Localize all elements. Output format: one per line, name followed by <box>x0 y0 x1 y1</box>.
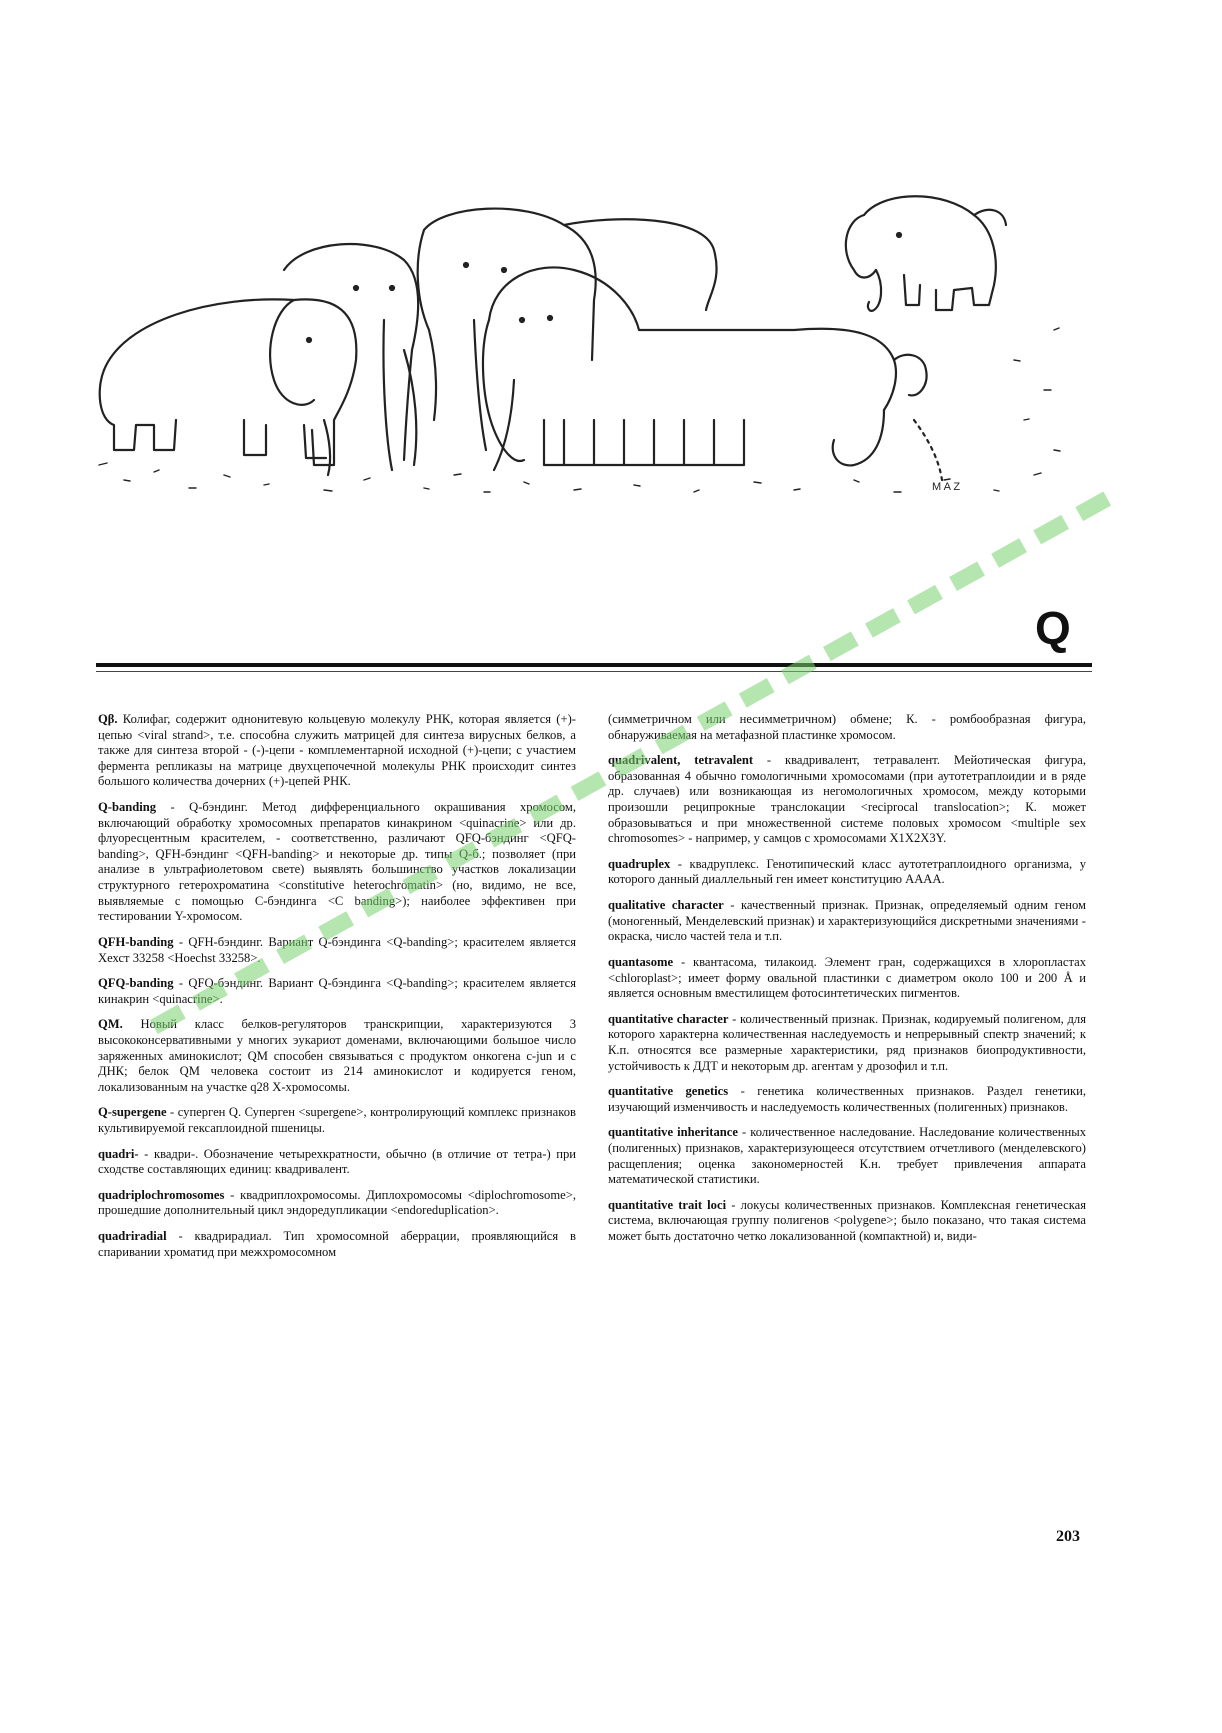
dictionary-entry <box>608 1084 1086 1115</box>
entry-definition: - генетика количественных признаков. Раздел генетики, изучающий изменчивость и наследуемость количественных (полигенных) признаков. <box>608 1084 1087 1114</box>
section-rule <box>96 663 1092 667</box>
entry-definition: - квадриплохромосомы. Диплохромосомы <diplochromosome>, прошедшие дополнительный цикл эндоредупликации <endoreduplication>. <box>98 1187 576 1218</box>
entry-term: quadruplex <box>608 856 671 871</box>
dictionary-entry <box>608 753 1086 847</box>
section-letter: Q <box>1035 602 1071 654</box>
dictionary-entry <box>608 712 1086 743</box>
entry-term: quantitative trait loci <box>608 1197 727 1212</box>
entry-term: quantitative inheritance <box>608 1125 738 1140</box>
dictionary-entry <box>98 1017 576 1095</box>
entry-term: Q-banding <box>98 800 157 815</box>
entry-definition: - локусы количественных признаков. Комплексная генетическая система, включающая группу полигенов <polygene>; было показано, что такая система может быть достаточно четко локализованной (компактной) и, види- <box>608 1197 1087 1244</box>
entry-definition: - QFH-бэндинг. Вариант Q-бэндинга <Q-banding>; красителем является Хехст 33258 <Hoechst 33258>. <box>98 934 576 965</box>
elephant-middle <box>284 209 717 470</box>
entry-definition: - количественное наследование. Наследование количественных (полигенных) признаков, характеризующееся отсутствием отчетливого (менделевского) расщепления; оценка закономерностей К.н. требует привлечения аппарата математической статистики. <box>608 1125 1086 1187</box>
dictionary-entry <box>98 1147 576 1178</box>
entry-term: quantasome <box>608 954 674 969</box>
entry-definition: - количественный признак. Признак, кодируемый полигеном, для которого характерна количественная наследуемость и непрерывный спектр значений; к К.п. относятся все размерные характеристики, ряд признаков биопродуктивности, устойчивость к ДДТ и некоторым др. агентам у дрозофил и т.п. <box>608 1011 1086 1073</box>
dictionary-entry <box>98 935 576 966</box>
elephants-illustration <box>94 120 1094 550</box>
entry-definition: - суперген Q. Суперген <supergene>, контролирующий комплекс признаков культивируемой гексаплоидной пшеницы. <box>98 1105 576 1136</box>
dictionary-entry <box>608 1012 1086 1074</box>
left-column <box>98 712 576 1270</box>
entry-term: quantitative character <box>608 1011 729 1026</box>
entry-term: QFH-banding <box>98 934 174 949</box>
entry-term: quadriradial <box>98 1229 167 1244</box>
entry-term: Qβ. <box>98 712 118 726</box>
dictionary-entry <box>608 898 1086 945</box>
entry-term: quadri- <box>98 1146 139 1161</box>
elephant-front-right <box>483 267 942 480</box>
elephant-left <box>100 299 357 475</box>
dictionary-entry <box>98 1229 576 1260</box>
dictionary-entry <box>98 800 576 925</box>
entry-definition: Колифаг, содержит однонитевую кольцевую молекулу РНК, которая является (+)-цепью <viral strand>, т.е. способна служить матрицей для синтеза вирусных белков, а также для синтеза второй - (-)-цепи - комплементарной исходной (+)-цепи; с участием фермента репликазы на матрице двухцепочечной молекулы РНК происходит синтез большого количества дочерних (+)-цепей РНК. <box>98 712 576 789</box>
dictionary-entry <box>608 1198 1086 1245</box>
entry-definition: - квадруплекс. Генотипический класс аутотетраплоидного организма, у которого данный диаллельный ген имеет конституцию АААА. <box>608 856 1086 887</box>
entry-definition: - QFQ-бэндинг. Вариант Q-бэндинга <Q-banding>; красителем является кинакрин <quinacrine>. <box>98 976 576 1006</box>
entry-term: qualitative character <box>608 898 724 913</box>
dictionary-entry <box>98 1188 576 1219</box>
dictionary-entry <box>608 955 1086 1002</box>
entry-term: quantitative genetics <box>608 1084 729 1099</box>
entry-term: Q-supergene <box>98 1105 167 1120</box>
baby-elephant <box>846 196 1006 311</box>
ground-texture <box>99 328 1060 492</box>
dictionary-entry <box>98 976 576 1007</box>
dictionary-entry <box>98 712 576 790</box>
entry-definition: - квантасома, тилакоид. Элемент гран, содержащихся в хлоропластах <chloroplast>; имеет форму овальной пластинки с диаметром около 100 и 200 Å и является основным вместилищем фотосинтетических пигментов. <box>608 954 1086 1001</box>
entry-definition: (симметричном или несимметричном) обмене; К. - ромбообразная фигура, обнаруживаемая на метафазной пластинке хромосом. <box>608 712 1086 742</box>
entry-definition: - квадри-. Обозначение четырехкратности, обычно (в отличие от тетра-) при сходстве составляющих единиц: квадривалент. <box>98 1146 576 1177</box>
dictionary-entry <box>98 1105 576 1136</box>
entry-term: quadriplochromosomes <box>98 1187 225 1202</box>
entry-term: QFQ-banding <box>98 976 174 991</box>
svg-text:M A Z: M A Z <box>932 481 961 493</box>
dictionary-entry <box>608 1125 1086 1187</box>
right-column <box>608 712 1086 1255</box>
entry-definition: - Q-бэндинг. Метод дифференциального окрашивания хромосом, включающий обработку хромосомных препаратов кинакрином <quinacrine> или др. флуоресцентным красителем, - соответственно, различают QFQ-бэндинг <QFQ-banding>, QFH-бэндинг <QFH-banding> и некоторые др. типы Q-б.; позволяет (при анализе в ультрафиолетовом свете) выявлять большинство участков локализации структурного гетерохроматина <constitutive heterochromatin> (но, видимо, не все, выявляемые с помощью С-бэндинга <C banding>); наиболее эффективен при тестировании Y-хромосом. <box>98 800 576 924</box>
entry-definition: - квадрирадиал. Тип хромосомной аберрации, проявляющийся в спаривании хроматид при межхромосомном <box>98 1229 576 1259</box>
section-rule-thin <box>96 671 1092 672</box>
entry-definition: - качественный признак. Признак, определяемый одним геном (моногенный, Менделевский признак) и характеризующийся дискретными значениями - окраска, число частей тела и т.п. <box>608 898 1086 944</box>
page-number: 203 <box>1056 1528 1080 1545</box>
entry-definition: Новый класс белков-регуляторов транскрипции, характеризуются 3 высококонсервативными у многих эукариот доменами, включающими большое число заряженных аминокислот; QM способен связываться с продуктом онкогена c-jun и с ДНК; белок QM человека состоит из 214 аминокислот и кодируется геном, локализованным на участке q28 Х-хромосомы. <box>98 1017 576 1094</box>
entry-term: QM. <box>98 1017 123 1032</box>
entry-definition: - квадривалент, тетравалент. Мейотическая фигура, образованная 4 обычно гомологичными хромосомами (при аутотетраплоидии и в ряде др. случаев) или возникающая из негомологичных хромосом, между которыми произошли реципрокные транслокации <reciprocal translocation>; К. может образовываться и при множественной системе половых хромосом <multiple sex chromosomes> - например, у самцов с хромосомами X1X2X3Y. <box>608 753 1087 846</box>
dictionary-entry <box>608 857 1086 888</box>
entry-term: quadrivalent, tetravalent <box>608 753 754 768</box>
